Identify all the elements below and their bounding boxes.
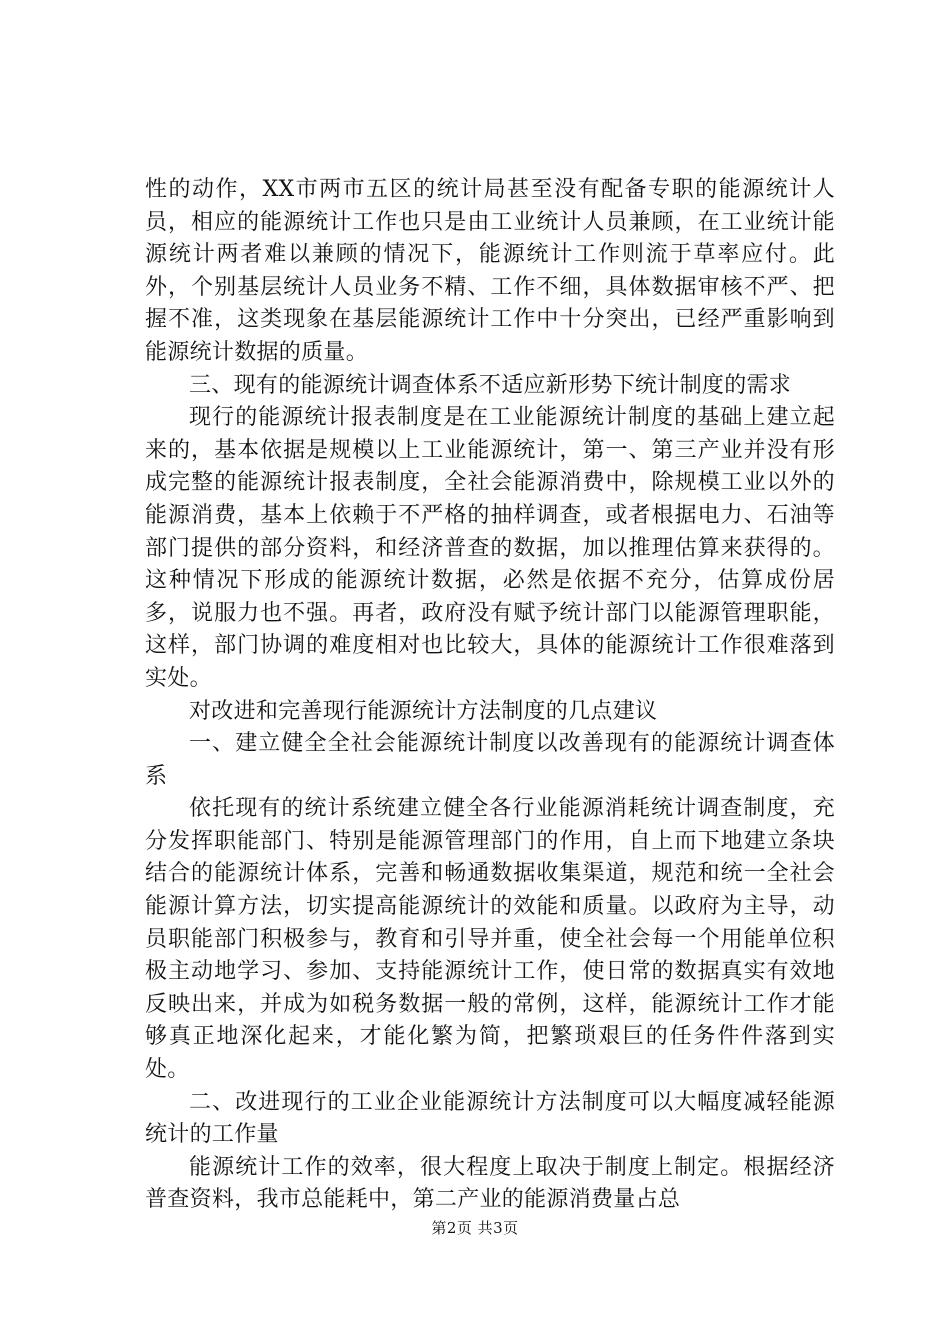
suggestion-heading-one: 一、建立健全全社会能源统计制度以改善现有的能源统计调查体系 [145, 731, 835, 789]
suggestion-heading-two: 二、改进现行的工业企业能源统计方法制度可以大幅度减轻能源统计的工作量 [145, 1089, 835, 1148]
section-heading-suggestions: 对改进和完善现行能源统计方法制度的几点建议 [189, 698, 658, 724]
page-number-footer: 第2页 共3页 [431, 1219, 519, 1237]
section-heading-three: 三、现有的能源统计调查体系不适应新形势下统计制度的需求 [189, 372, 792, 398]
paragraph-reporting-system: 现行的能源统计报表制度是在工业能源统计制度的基础上建立起来的，基本依据是规模以上工业能源统计，第一、第三产业并没有形成完整的能源统计报表制度，全社会能源消费中，除规模工业以外的能源消费，基本上依赖于不严格的抽样调查，或者根据电力、石油等部门提供的部分资料，和经济普查的数据，加以推理估算来获得的。这种情况下形成的能源统计数据，必然是依据不充分，估算成份居多，说服力也不强。再者，政府没有赋予统计部门以能源管理职能，这样，部门协调的难度相对也比较大，具体的能源统计工作很难落到实处。 [145, 405, 835, 691]
paragraph-suggestion-two: 能源统计工作的效率，很大程度上取决于制度上制定。根据经济普查资料，我市总能耗中，第二产业的能源消费量占总 [145, 1154, 835, 1213]
paragraph-suggestion-one: 依托现有的统计系统建立健全各行业能源消耗统计调查制度，充分发挥职能部门、特别是能源管理部门的作用，自上而下地建立条块结合的能源统计体系，完善和畅通数据收集渠道，规范和统一全社会能源计算方法，切实提高能源统计的效能和质量。以政府为主导，动员职能部门积极参与，教育和引导并重，使全社会每一个用能单位积极主动地学习、参加、支持能源统计工作，使日常的数据真实有效地反映出来，并成为如税务数据一般的常例，这样，能源统计工作才能够真正地深化起来，才能化繁为简，把繁琐艰巨的任务件件落到实处。 [145, 796, 835, 1083]
document-body [145, 174, 835, 1217]
paragraph-continuation: 性的动作，XX市两市五区的统计局甚至没有配备专职的能源统计人员，相应的能源统计工作也只是由工业统计人员兼顾，在工业统计能源统计两者难以兼顾的情况下，能源统计工作则流于草率应付。此外，个别基层统计人员业务不精、工作不细，具体数据审核不严、把握不准，这类现象在基层能源统计工作中十分突出，已经严重影响到能源统计数据的质量。 [145, 177, 835, 365]
